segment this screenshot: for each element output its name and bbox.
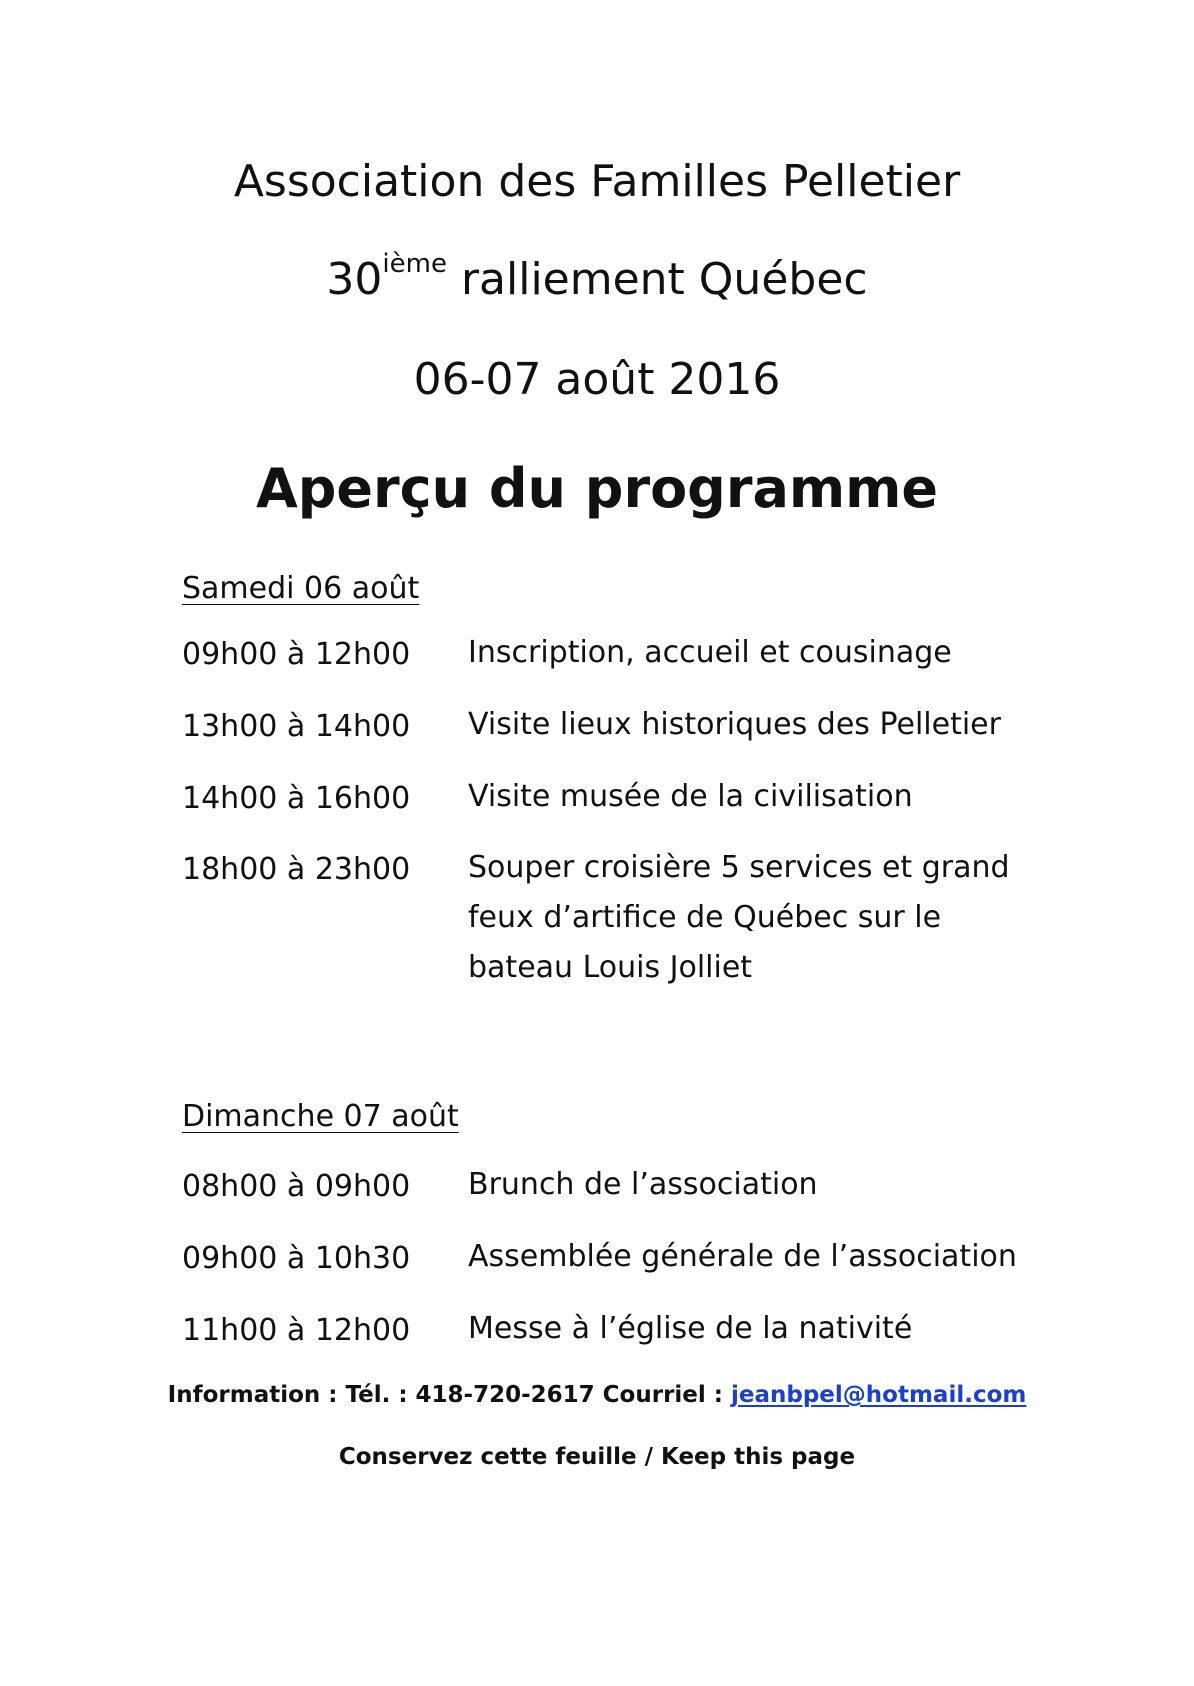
contact-info — [0, 1384, 1194, 1407]
event-description: Brunch de l’association — [468, 1167, 818, 1202]
event-description: Visite lieux historiques des Pelletier — [468, 707, 1001, 742]
event-time: 09h00 à 12h00 — [182, 637, 411, 672]
rally-number: 30 — [326, 254, 383, 305]
event-dates: 06-07 août 2016 — [413, 354, 781, 405]
association-name: Association des Familles Pelletier — [233, 156, 961, 207]
event-time: 08h00 à 09h00 — [182, 1169, 411, 1204]
contact-label: Information : Tél. : 418-720-2617 Courriel : — [167, 1382, 731, 1408]
event-description: Visite musée de la civilisation — [468, 779, 913, 814]
event-time: 11h00 à 12h00 — [182, 1313, 411, 1348]
event-time: 14h00 à 16h00 — [182, 781, 411, 816]
event-time: 09h00 à 10h30 — [182, 1241, 411, 1276]
event-description: Souper croisière 5 services et grand feux d’artifice de Québec sur le bateau Louis Jolliet — [468, 850, 1010, 985]
email-link[interactable]: jeanbpel@hotmail.com — [731, 1382, 1027, 1408]
rally-title — [0, 249, 1194, 305]
event-description: Assemblée générale de l’association — [468, 1239, 1017, 1274]
keep-page-note: Conservez cette feuille / Keep this page — [338, 1444, 856, 1470]
event-time: 13h00 à 14h00 — [182, 709, 411, 744]
rally-number-suffix: ième — [382, 249, 447, 279]
rally-label: ralliement Québec — [446, 254, 868, 305]
event-description: Inscription, accueil et cousinage — [468, 635, 952, 670]
day-heading-sunday: Dimanche 07 août — [182, 1099, 459, 1134]
program-heading: Aperçu du programme — [255, 457, 939, 520]
day-heading-saturday: Samedi 06 août — [182, 571, 420, 606]
event-time: 18h00 à 23h00 — [182, 852, 411, 887]
event-description: Messe à l’église de la nativité — [468, 1311, 913, 1346]
